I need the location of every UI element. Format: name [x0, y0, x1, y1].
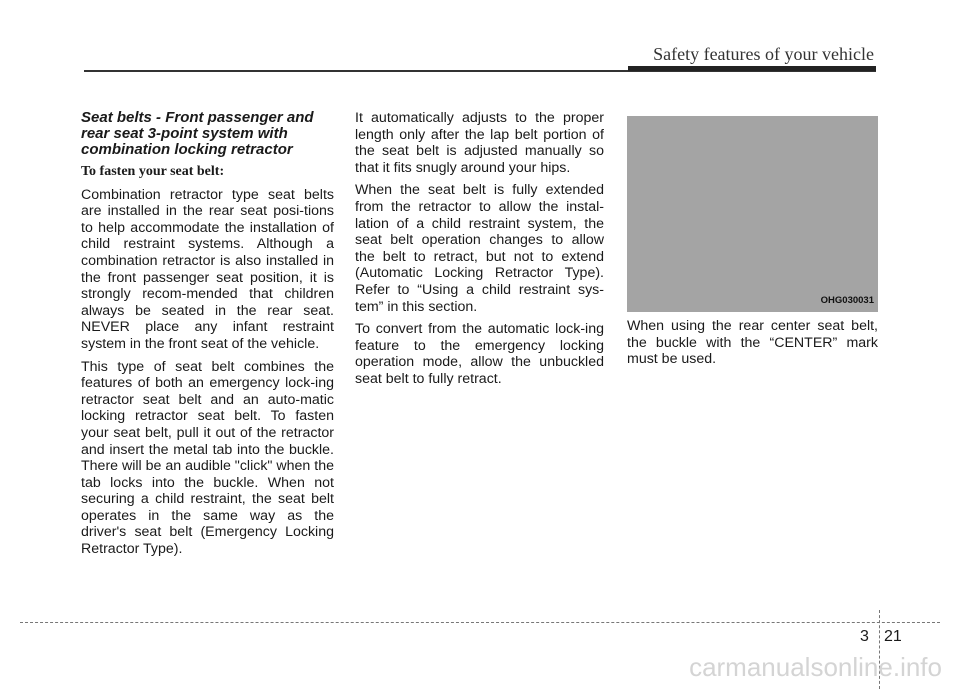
- footer-rule: [20, 622, 940, 623]
- paragraph: When the seat belt is fully extended from the retractor to allow the instal-lation of a child restraint system, the seat belt operation changes to allow the belt to retract, but not to extend (Automatic Locking Retractor Type). Refer to “Using a child restraint sys-tem” in this section.: [355, 182, 604, 315]
- chapter-number: 3: [860, 628, 869, 645]
- paragraph: It automatically adjusts to the proper length only after the lap belt portion of the seat belt is adjusted manually so that it fits snugly around your hips.: [355, 110, 604, 176]
- column-middle: [355, 110, 604, 394]
- running-header-title: Safety features of your vehicle: [653, 44, 874, 64]
- column-right: [627, 114, 878, 374]
- paragraph: To convert from the automatic lock-ing feature to the emergency locking operation mode, allow the unbuckled seat belt to fully retract.: [355, 321, 604, 387]
- header-rule-accent: [628, 66, 876, 71]
- paragraph: When using the rear center seat belt, the buckle with the “CENTER” mark must be used.: [627, 318, 878, 368]
- page-number: 21: [884, 628, 902, 645]
- column-left: [81, 110, 334, 564]
- subheading: To fasten your seat belt:: [81, 164, 225, 179]
- figure-placeholder: [627, 116, 878, 312]
- figure-code: OHG030031: [820, 295, 874, 307]
- watermark: carmanualsonline.info: [689, 652, 942, 682]
- section-title: Seat belts - Front passenger and rear seat 3-point system with combination locking retractor: [81, 109, 314, 158]
- paragraph: Combination retractor type seat belts are installed in the rear seat posi-tions to help accommodate the installation of child restraint systems. Although a combination retractor is also installed in the front passenger seat position, it is strongly recom-mended that children always be seated in the rear seat. NEVER place any infant restraint system in the front seat of the vehicle.: [81, 186, 334, 352]
- paragraph: This type of seat belt combines the features of both an emergency lock-ing retractor seat belt and an auto-matic locking retractor seat belt. To fasten your seat belt, pull it out of the retractor and insert the metal tab into the buckle. There will be an audible "click" when the tab locks into the buckle. When not securing a child restraint, the seat belt operates in the same way as the driver's seat belt (Emergency Locking Retractor Type).: [81, 358, 334, 558]
